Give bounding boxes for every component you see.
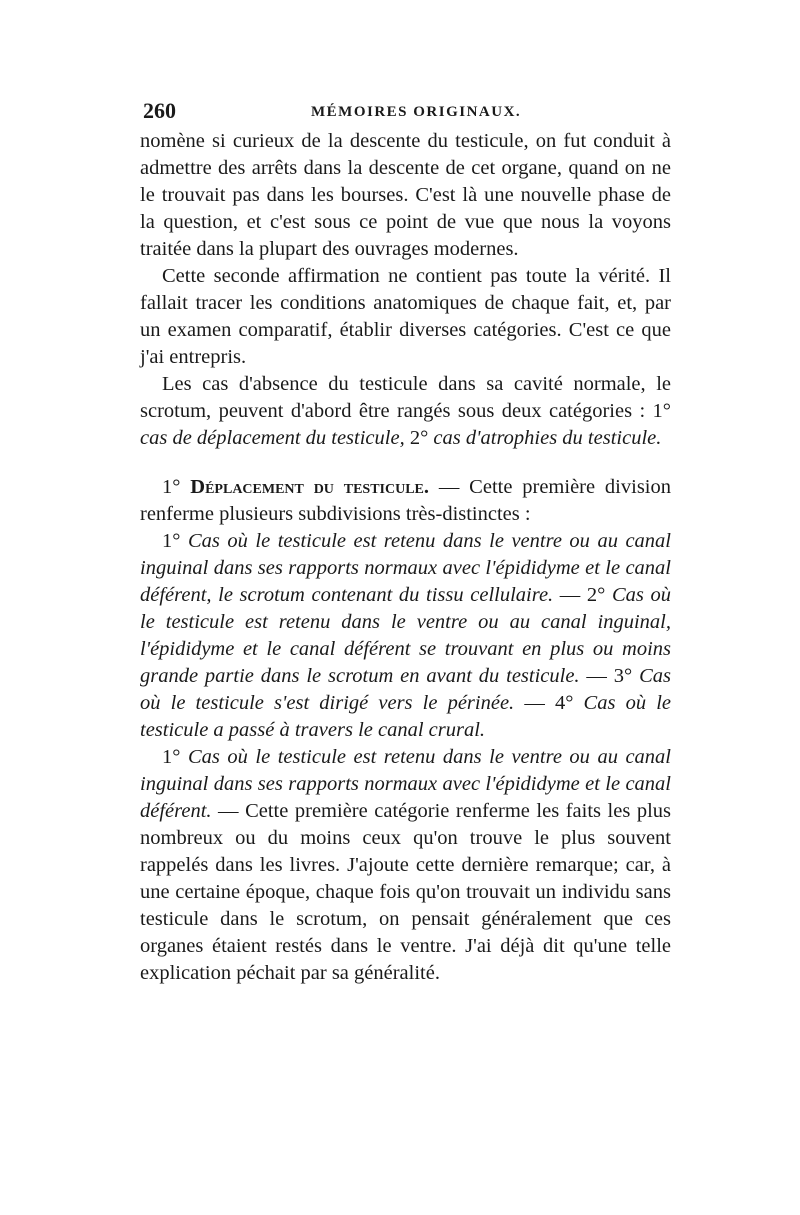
category-displacement: cas de déplacement du testicule, <box>140 427 405 449</box>
category-atrophy: cas d'atrophies du testicule. <box>433 427 662 449</box>
section-heading: Déplacement du testicule. <box>190 476 430 498</box>
paragraph-continuation: nomène si curieux de la descente du testicule, on fut conduit à admettre des arrêts dans la descente de cet organe, quand on ne le trouvait pas dans les bourses. C'est là une nouvelle phase de la question, et c'est sous ce point de vue que nous la voyons traitée dans la plupart des ouvrages modernes. <box>140 130 671 260</box>
page-number: 260 <box>143 98 176 123</box>
page-body <box>140 128 671 987</box>
paragraph-categories <box>140 371 671 452</box>
subdivision-4: Cas où le testicule a passé à travers le canal crural. <box>140 692 672 741</box>
page-header <box>143 96 671 126</box>
subdivision-3: Cas où le testicule s'est dirigé vers le périnée. <box>140 665 671 714</box>
subdivision-1: Cas où le testicule est retenu dans le ventre ou au canal inguinal dans ses rapports normaux avec l'épididyme et le canal déférent, le scrotum contenant du tissu cellulaire. <box>140 530 671 606</box>
running-head: MÉMOIRES ORIGINAUX. <box>311 104 522 120</box>
categories-mid: 2° <box>404 427 434 449</box>
first-category-number: 1° <box>162 746 188 768</box>
section-heading-paragraph <box>140 474 671 528</box>
first-category-title: Cas où le testicule est retenu dans le ventre ou au canal inguinal dans ses rapports normaux avec l'épididyme et le canal déférent. <box>140 746 671 822</box>
categories-lead: Les cas d'absence du testicule dans sa cavité normale, le scrotum, peuvent d'abord être rangés sous deux catégories : 1° <box>140 373 671 422</box>
paragraph-subdivisions <box>140 528 671 744</box>
subdivision-sep-4: — 4° <box>514 692 584 714</box>
subdivision-sep-3: — 3° <box>579 665 640 687</box>
section-number: 1° <box>162 476 191 498</box>
paragraph-second-affirmation: Cette seconde affirmation ne contient pas toute la vérité. Il fallait tracer les conditions anatomiques de chaque fait, et, par un examen comparatif, établir diverses catégories. C'est ce que j'ai entrepris. <box>140 265 671 368</box>
paragraph-first-category <box>140 744 671 987</box>
first-category-text: — Cette première catégorie renferme les faits les plus nombreux ou du moins ceux qu'on trouve le plus souvent rappelés dans les livres. J'ajoute cette dernière remarque; car, à une certaine époque, chaque fois qu'on trouvait un individu sans testicule dans le scrotum, on pensait généralement que ces organes étaient restés dans le ventre. J'ai déjà dit qu'une telle explication péchait par sa généralité. <box>140 800 671 984</box>
subdivision-number-1: 1° <box>162 530 188 552</box>
subdivision-sep-2: — 2° <box>553 584 612 606</box>
section-intro: — Cette première division renferme plusieurs subdivisions très-distinctes : <box>140 476 671 525</box>
subdivision-2: Cas où le testicule est retenu dans le ventre ou au canal inguinal, l'épididyme et le canal déférent se trouvant en plus ou moins grande partie dans le scrotum en avant du testicule. <box>140 584 671 687</box>
